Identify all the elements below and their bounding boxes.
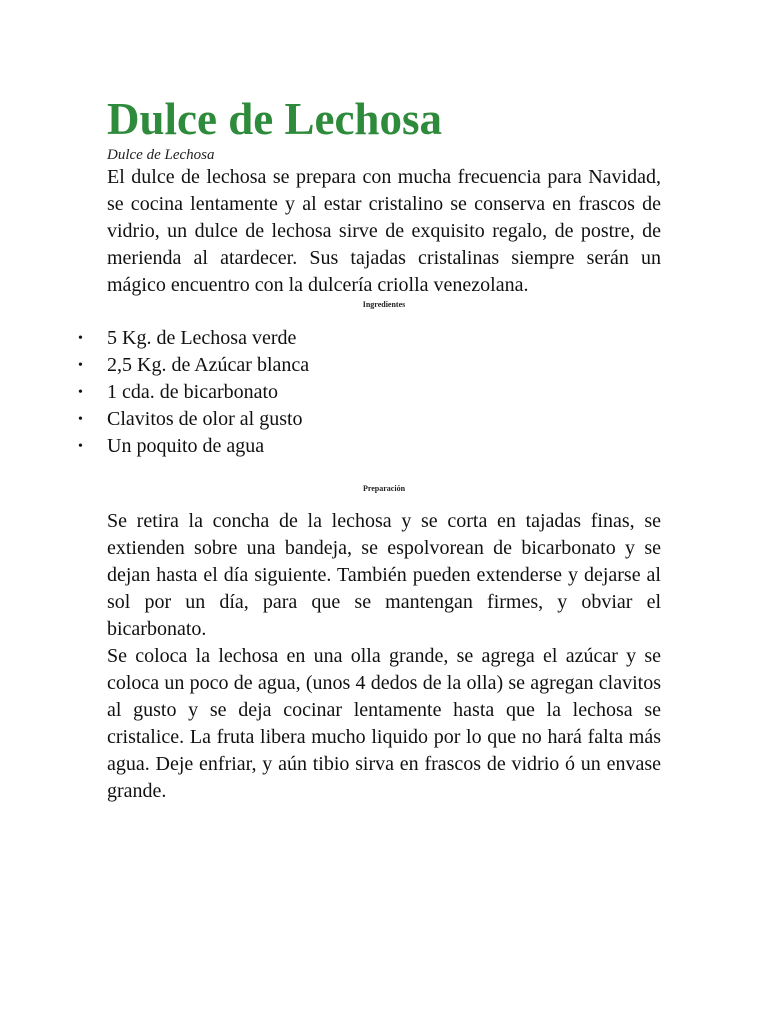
bullet-icon: • bbox=[78, 385, 83, 400]
list-item bbox=[78, 352, 661, 379]
ingredient-text: Un poquito de agua bbox=[107, 435, 265, 457]
bullet-icon: • bbox=[78, 439, 83, 454]
recipe-subtitle: Dulce de Lechosa bbox=[107, 147, 215, 163]
ingredient-text: 1 cda. de bicarbonato bbox=[107, 381, 279, 403]
list-item bbox=[78, 379, 661, 406]
ingredients-list bbox=[78, 325, 661, 460]
list-item bbox=[78, 406, 661, 433]
preparation-paragraph: Se coloca la lechosa en una olla grande, se agrega el azúcar y se coloca un poco de agua, (unos 4 dedos de la olla) se agregan clavitos al gusto y se deja cocinar lentamente hasta que la lechosa se cristalice. La fruta libera mucho liquido por lo que no hará falta más agua. Deje enfriar, y aún tibio sirva en frascos de vidrio ó un envase grande. bbox=[107, 645, 661, 802]
intro-paragraph: El dulce de lechosa se prepara con mucha frecuencia para Navidad, se cocina lentamente y al estar cristalino se conserva en frascos de vidrio, un dulce de lechosa sirve de exquisito regalo, de postre, de merienda al atardecer. Sus tajadas cristalinas siempre serán un mágico encuentro con la dulcería criolla venezolana. bbox=[107, 166, 661, 296]
list-item bbox=[78, 433, 661, 460]
bullet-icon: • bbox=[78, 331, 83, 346]
ingredients-heading: Ingredientes bbox=[362, 300, 406, 309]
recipe-document bbox=[78, 92, 661, 805]
ingredient-text: 2,5 Kg. de Azúcar blanca bbox=[107, 354, 310, 376]
list-item bbox=[78, 325, 661, 352]
recipe-title: Dulce de Lechosa bbox=[107, 94, 442, 144]
bullet-icon: • bbox=[78, 412, 83, 427]
ingredient-text: Clavitos de olor al gusto bbox=[107, 408, 303, 430]
preparation-heading: Preparación bbox=[362, 484, 406, 493]
preparation-text bbox=[107, 508, 661, 805]
bullet-icon: • bbox=[78, 358, 83, 373]
ingredient-text: 5 Kg. de Lechosa verde bbox=[107, 327, 297, 349]
preparation-paragraph: Se retira la concha de la lechosa y se corta en tajadas finas, se extienden sobre una bandeja, se espolvorean de bicarbonato y se dejan hasta el día siguiente. También pueden extenderse y dejarse al sol por un día, para que se mantengan firmes, y obviar el bicarbonato. bbox=[107, 510, 661, 640]
